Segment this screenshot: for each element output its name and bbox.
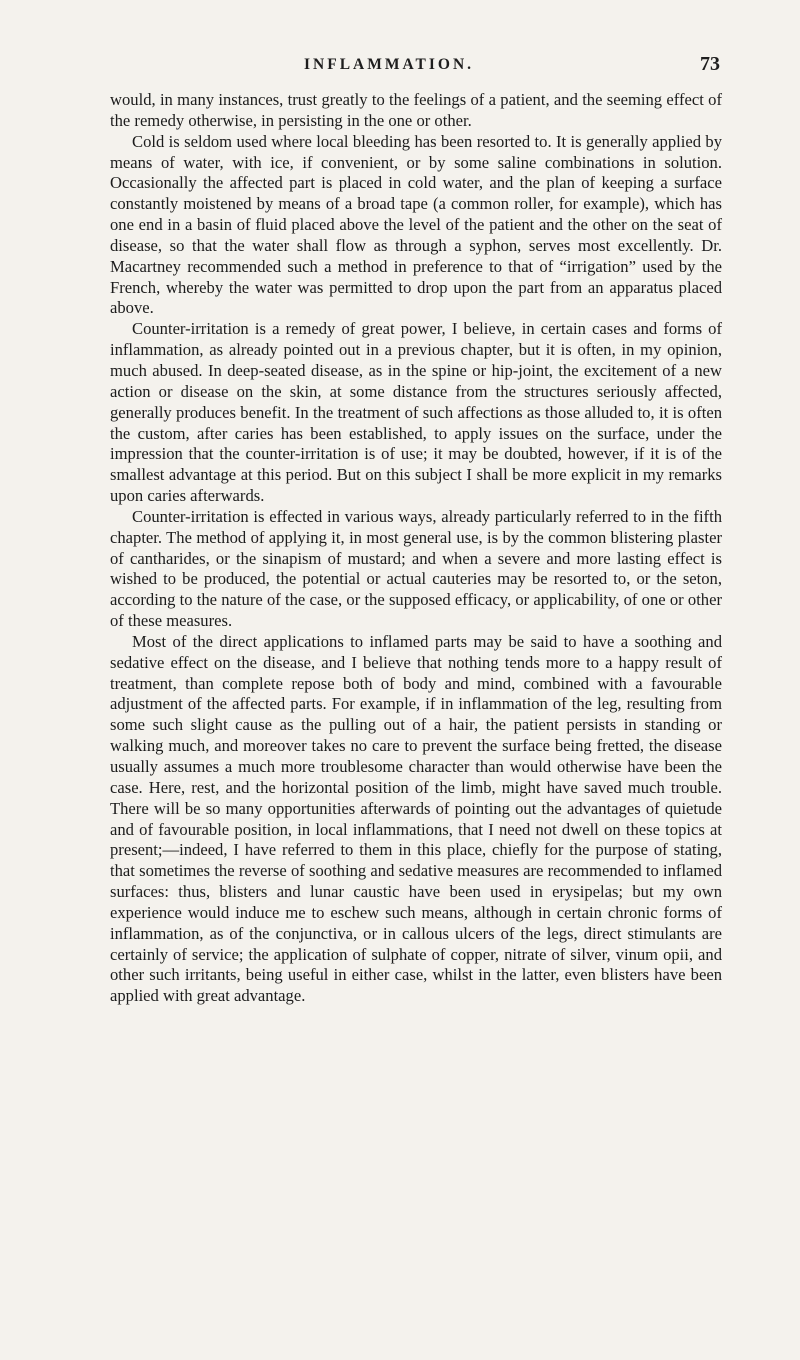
paragraph-counter-irritation: Counter-irritation is a remedy of great power, I believe, in certain cases and forms of inflammation, as already pointed out in a previous chapter, but it is often, in my opinion, much abused. In deep-seated disease, as in the spine or hip-joint, the excitement of a new action or disease on the skin, at some distance from the structures seriously affected, generally produces benefit. In the treatment of such affections as those alluded to, it is often the custom, after caries has been established, to apply issues on the surface, under the impression that the counter-irritation is of use; it may be doubted, however, if it is of the smallest advantage at this period. But on this subject I shall be more explicit in my remarks upon caries afterwards. <box>110 319 722 506</box>
running-title: INFLAMMATION. <box>304 56 475 73</box>
paragraph-direct-applications: Most of the direct applications to inflamed parts may be said to have a soothing and sedative effect on the disease, and I believe that nothing tends more to a happy result of treatment, than complete repose both of body and mind, combined with a favourable adjustment of the affected parts. For example, if in inflammation of the leg, resulting from some such slight cause as the pulling out of a hair, the patient persists in standing or walking much, and moreover takes no care to prevent the surface being fretted, the disease usually assumes a much more troublesome character than would otherwise have been the case. Here, rest, and the horizontal position of the limb, might have saved much trouble. There will be so many opportunities afterwards of pointing out the advantages of quietude and of favourable position, in local inflammations, that I need not dwell on these topics at present;—indeed, I have referred to them in this place, chiefly for the purpose of stating, that sometimes the reverse of soothing and sedative measures are recommended to inflamed surfaces: thus, blisters and lunar caustic have been used in erysipelas; but my own experience would induce me to eschew such means, although in certain chronic forms of inflammation, as of the conjunctiva, or in callous ulcers of the legs, direct stimulants are certainly of service; the application of sulphate of copper, nitrate of silver, vinum opii, and other such irritants, being useful in either case, whilst in the latter, even blisters have been applied with great advantage. <box>110 631 722 1006</box>
body-text <box>110 90 722 1007</box>
page-header <box>110 53 720 80</box>
page-number: 73 <box>700 53 720 75</box>
paragraph-cold: Cold is seldom used where local bleeding has been resorted to. It is generally applied by means of water, with ice, if convenient, or by some saline combinations in solution. Occasionally the affected part is placed in cold water, and the plan of keeping a surface constantly moistened by means of a broad tape (a common roller, for example), which has one end in a basin of fluid placed above the level of the patient and the other on the seat of disease, so that the water shall flow as through a syphon, serves most excellently. Dr. Macartney recommended such a method in preference to that of “irrigation” used by the French, whereby the water was permitted to drop upon the part from an apparatus placed above. <box>110 131 722 318</box>
paragraph-continuation: would, in many instances, trust greatly to the feelings of a patient, and the seeming effect of the remedy otherwise, in persisting in the one or other. <box>110 90 722 130</box>
paragraph-counter-irritation-methods: Counter-irritation is effected in various ways, already particularly referred to in the fifth chapter. The method of applying it, in most general use, is by the common blistering plaster of cantharides, or the sinapism of mustard; and when a severe and more lasting effect is wished to be produced, the potential or actual cauteries may be resorted to, or the seton, according to the nature of the case, or the supposed efficacy, or applicability, of one or other of these measures. <box>110 506 722 631</box>
